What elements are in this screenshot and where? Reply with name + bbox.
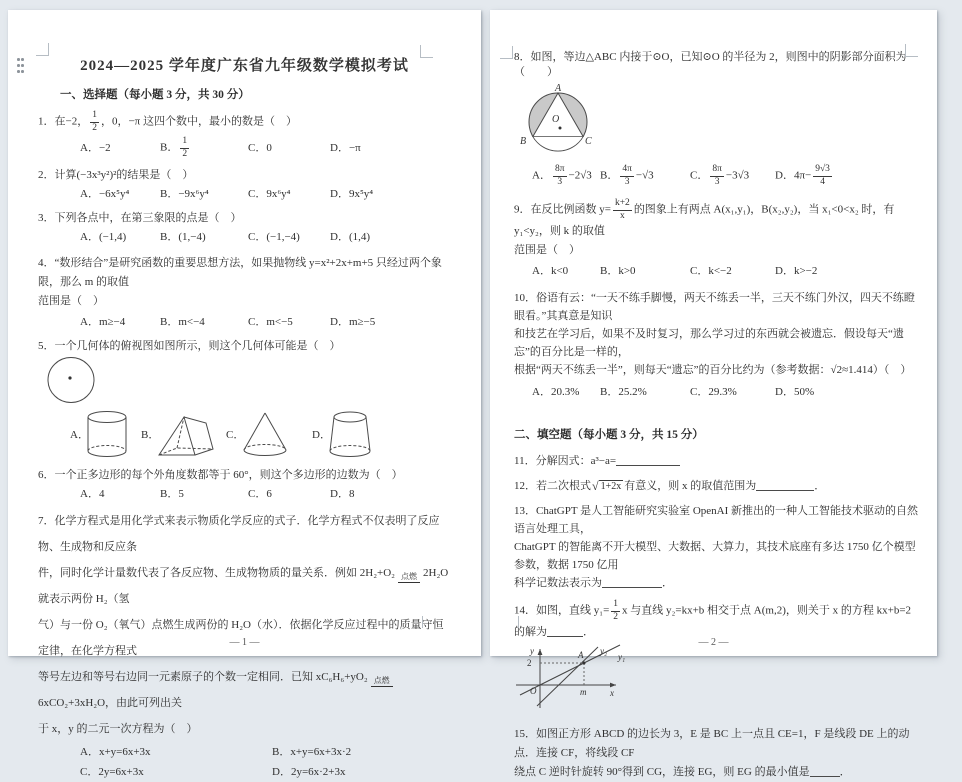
question-15-line2: 绕点 C 逆时针旋转 90°得到 CG，连接 EG，则 EG 的最小值是 ．	[514, 766, 851, 778]
fraction: $\frac{8\pi}{3}$	[712, 164, 722, 187]
section-heading-fill-blank: 二、填空题（每小题 3 分，共 15 分）	[514, 429, 704, 441]
option-a: A．−2	[80, 141, 111, 154]
margin-corner-mark	[500, 46, 513, 59]
inscribed-triangle-figure	[516, 82, 923, 161]
y-axis-label: y	[530, 646, 534, 656]
question-4-text: 4．“数形结合”是研究函数的重要思想方法，如果抛物线 y=x²+2x+m+5 只经过两个象限，那么 m 的取值	[38, 257, 442, 288]
question-4-text-line2: 范围是（ ）	[38, 295, 104, 307]
question-5-shape-options	[58, 409, 451, 459]
fraction: $\frac{1}{2}$	[613, 599, 619, 622]
option-d: D．4π− $\frac{9√3}{4}$	[775, 164, 830, 187]
margin-corner-mark	[518, 616, 519, 628]
option-b: B．5	[160, 488, 184, 500]
option-b: B．(1,−4)	[160, 231, 206, 243]
fraction: $\frac{4\pi}{3}$	[622, 164, 632, 187]
cylinder-figure	[86, 410, 128, 458]
option-c: C．k<−2	[690, 265, 732, 277]
question-7-line3: 气）与一份 O₂（氧气）点燃生成两份的 H₂O（水）．依据化学反应过程中的质量守恒定律，在化学方程式	[38, 619, 444, 657]
option-c: C． $\frac{8\pi}{3}$ −3√3	[690, 164, 750, 187]
fraction: $\frac{8\pi}{3}$	[554, 164, 565, 187]
reaction-condition: 点燃	[398, 573, 420, 584]
option-b: B．25.2%	[600, 386, 647, 398]
question-4-options	[80, 315, 451, 330]
page-number: — 2 —	[698, 637, 729, 648]
paragraph-drag-handle-icon[interactable]	[17, 58, 27, 76]
option-c: C．6	[248, 488, 272, 500]
option-c: C．(−1,−4)	[248, 231, 300, 243]
cone-figure	[242, 410, 288, 458]
question-6-options	[80, 487, 451, 502]
line-y2-label: y₂	[600, 646, 608, 656]
margin-corner-mark	[420, 45, 433, 58]
option-c: C．0	[248, 141, 272, 154]
question-13-line3: 科学记数法表示为 ．	[514, 577, 673, 589]
question-9-text: 9．在反比例函数 y= $\frac{k+2}{x}$ 的图象上有两点 A(x₁,y₁)，B(x₂,y₂)，当 x₁<0<x₂ 时，有 y₁<y₂，则 k 的取值	[514, 198, 895, 237]
line-y1-label: y₁	[618, 652, 626, 662]
question-3-text: 3．下列各点中，在第三象限的点是（ ）	[38, 212, 242, 224]
option-c: C．29.3%	[690, 386, 737, 398]
line-graph-figure	[514, 644, 923, 715]
circle-triangle-figure	[516, 82, 602, 156]
option-d: D．−π	[330, 141, 361, 154]
center-label: O	[552, 114, 560, 125]
option-d-label: D．	[312, 429, 331, 441]
reaction-condition: 点燃	[371, 677, 393, 688]
question-9-options	[532, 264, 923, 279]
question-10-options	[532, 385, 923, 400]
question-1-options	[80, 137, 451, 159]
option-d: D．50%	[775, 386, 815, 398]
option-a: A．4	[80, 488, 105, 500]
question-1-text: 1．在−2， $\frac{1}{2}$ ，0，−π 这四个数中，最小的数是（ ）	[38, 110, 297, 133]
fraction: $\frac{1}{2}$	[182, 136, 188, 159]
question-14-text: 14．如图，直线 y₁= $\frac{1}{2}$ x 与直线 y₂=kx+b 相交于点 A(m,2)，则关于 x 的方程 kx+b=2 的解为 ．	[514, 599, 912, 638]
triangular-prism-figure	[157, 411, 215, 457]
margin-corner-mark	[36, 43, 49, 56]
question-7-options	[80, 745, 451, 780]
option-d: D．8	[330, 488, 355, 500]
option-a: A．−6x⁵y⁴	[80, 188, 130, 200]
option-b: B．−9x⁶y⁴	[160, 188, 209, 200]
question-7-line1: 7．化学方程式是用化学式来表示物质化学反应的式子．化学方程式不仅表明了反应物、生成物和反应条	[38, 515, 440, 553]
coordinate-graph	[514, 644, 634, 710]
option-a: A．(−1,4)	[80, 231, 127, 243]
question-6-text: 6．一个正多边形的每个外角度数都等于 60°，则这个多边形的边数为（ ）	[38, 469, 403, 481]
question-3-options	[80, 230, 451, 245]
option-d: D．9x⁵y⁴	[330, 188, 374, 200]
radical: √ 1+2x	[592, 479, 622, 493]
page-1	[8, 10, 481, 778]
vertex-b-label: B	[520, 136, 527, 147]
question-8-options	[532, 165, 923, 187]
option-a: A．20.3%	[532, 386, 580, 398]
top-view-circle-figure	[46, 356, 451, 409]
vertex-a-label: A	[555, 83, 562, 94]
question-11-text: 11．分解因式：a³−a=	[514, 454, 923, 469]
point-a-label: A	[578, 650, 584, 660]
option-b: B．m<−4	[160, 316, 205, 328]
question-2-options	[80, 187, 451, 202]
option-d: D．m≥−5	[330, 316, 376, 328]
option-b: B． $\frac{1}{2}$	[160, 136, 188, 159]
m-label: m	[580, 687, 587, 697]
fraction: $\frac{k+2}{x}$	[614, 198, 630, 221]
option-a: A． $\frac{8\pi}{3}$ −2√3	[532, 164, 592, 187]
page-2	[490, 10, 937, 778]
question-10-line2: 和技艺在学习后，如果不及时复习，那么学习过的东西就会被遗忘．假设每天“遗忘”的百分比是一样的，	[514, 328, 904, 358]
option-a: A．x+y=6x+3x	[80, 746, 151, 758]
option-c: C．m<−5	[248, 316, 293, 328]
answer-blank	[616, 454, 680, 466]
question-10-line3: 根据“两天不练丢一半”，则每天“遗忘”的百分比约为（参考数据：√2≈1.414）（ ）	[514, 364, 912, 376]
option-b: B．k>0	[600, 265, 636, 277]
margin-corner-mark	[422, 616, 423, 628]
question-12-text: 12．若二次根式 √ 1+2x 有意义，则 x 的取值范围为 ．	[514, 479, 826, 493]
answer-blank	[810, 765, 840, 777]
answer-blank	[602, 576, 662, 588]
question-10-line1: 10．俗语有云：“一天不练手脚慢，两天不练丢一半，三天不练门外汉，四天不练瞪眼看。”其真意是知识	[514, 292, 915, 322]
question-13-line1: 13．ChatGPT 是人工智能研究实验室 OpenAI 新推出的一种人工智能技术驱动的自然语言处理工具，	[514, 505, 919, 535]
page-number: — 1 —	[229, 637, 260, 648]
answer-blank	[547, 625, 583, 637]
option-d: D．k>−2	[775, 265, 818, 277]
option-a: A．m≥−4	[80, 316, 126, 328]
fraction: $\frac{1}{2}$	[92, 110, 97, 133]
question-9-text-line2: 范围是（ ）	[514, 244, 580, 256]
fraction: $\frac{9√3}{4}$	[815, 164, 830, 187]
question-7-line2: 件，同时化学计量数代表了各反应物、生成物物质的量关系．例如 2H₂+O₂ 点燃 2H₂O 就表示两份 H₂（氢	[38, 567, 449, 605]
section-heading-choice: 一、选择题（每小题 3 分，共 30 分）	[60, 89, 250, 101]
question-7-line5: 于 x，y 的二元一次方程为（ ）	[38, 723, 198, 735]
option-c: C．9x⁶y⁴	[248, 188, 291, 200]
question-8-text: 8．如图，等边△ABC 内接于⊙O，已知⊙O 的半径为 2，则图中的阴影部分面积为（ ）	[514, 51, 907, 78]
x-axis-label: x	[610, 688, 614, 698]
margin-corner-mark	[905, 44, 918, 57]
option-d: D．2y=6x·2+3x	[272, 766, 346, 778]
origin-label: O	[530, 686, 537, 696]
option-b-label: B．	[141, 429, 160, 441]
option-d: D．(1,4)	[330, 231, 371, 243]
y-value-label: 2	[527, 658, 532, 668]
option-c: C．2y=6x+3x	[80, 766, 144, 778]
question-15-line1: 15．如图正方形 ABCD 的边长为 3，E 是 BC 上一点且 CE=1，F 是线段 DE 上的动点．连接 CF，将线段 CF	[514, 728, 910, 759]
option-b: B． $\frac{4\pi}{3}$ −√3	[600, 164, 654, 187]
option-c-label: C．	[226, 429, 245, 441]
frustum-figure	[328, 410, 372, 458]
answer-blank	[756, 479, 814, 491]
question-13-line2: ChatGPT 的智能离不开大模型、大数据、大算力，其技术底座有多达 1750 亿个模型参数，数据 1750 亿用	[514, 541, 916, 571]
option-b: B．x+y=6x+3x·2	[272, 746, 352, 758]
question-5-text: 5．一个几何体的俯视图如图所示，则这个几何体可能是（ ）	[38, 340, 341, 352]
vertex-c-label: C	[585, 136, 592, 147]
option-a-label: A．	[70, 429, 89, 441]
page-title: 2024—2025 学年度广东省九年级数学模拟考试	[80, 58, 409, 74]
circle-figure	[46, 356, 98, 404]
question-2-text: 2．计算(−3x³y²)²的结果是（ ）	[38, 169, 194, 181]
option-a: A．k<0	[532, 265, 569, 277]
question-7-line4: 等号左边和等号右边同一元素原子的个数一定相同．已知 xC₆H₆+yO₂ 点燃 6xCO₂+3xH₂O，由此可列出关	[38, 664, 451, 716]
